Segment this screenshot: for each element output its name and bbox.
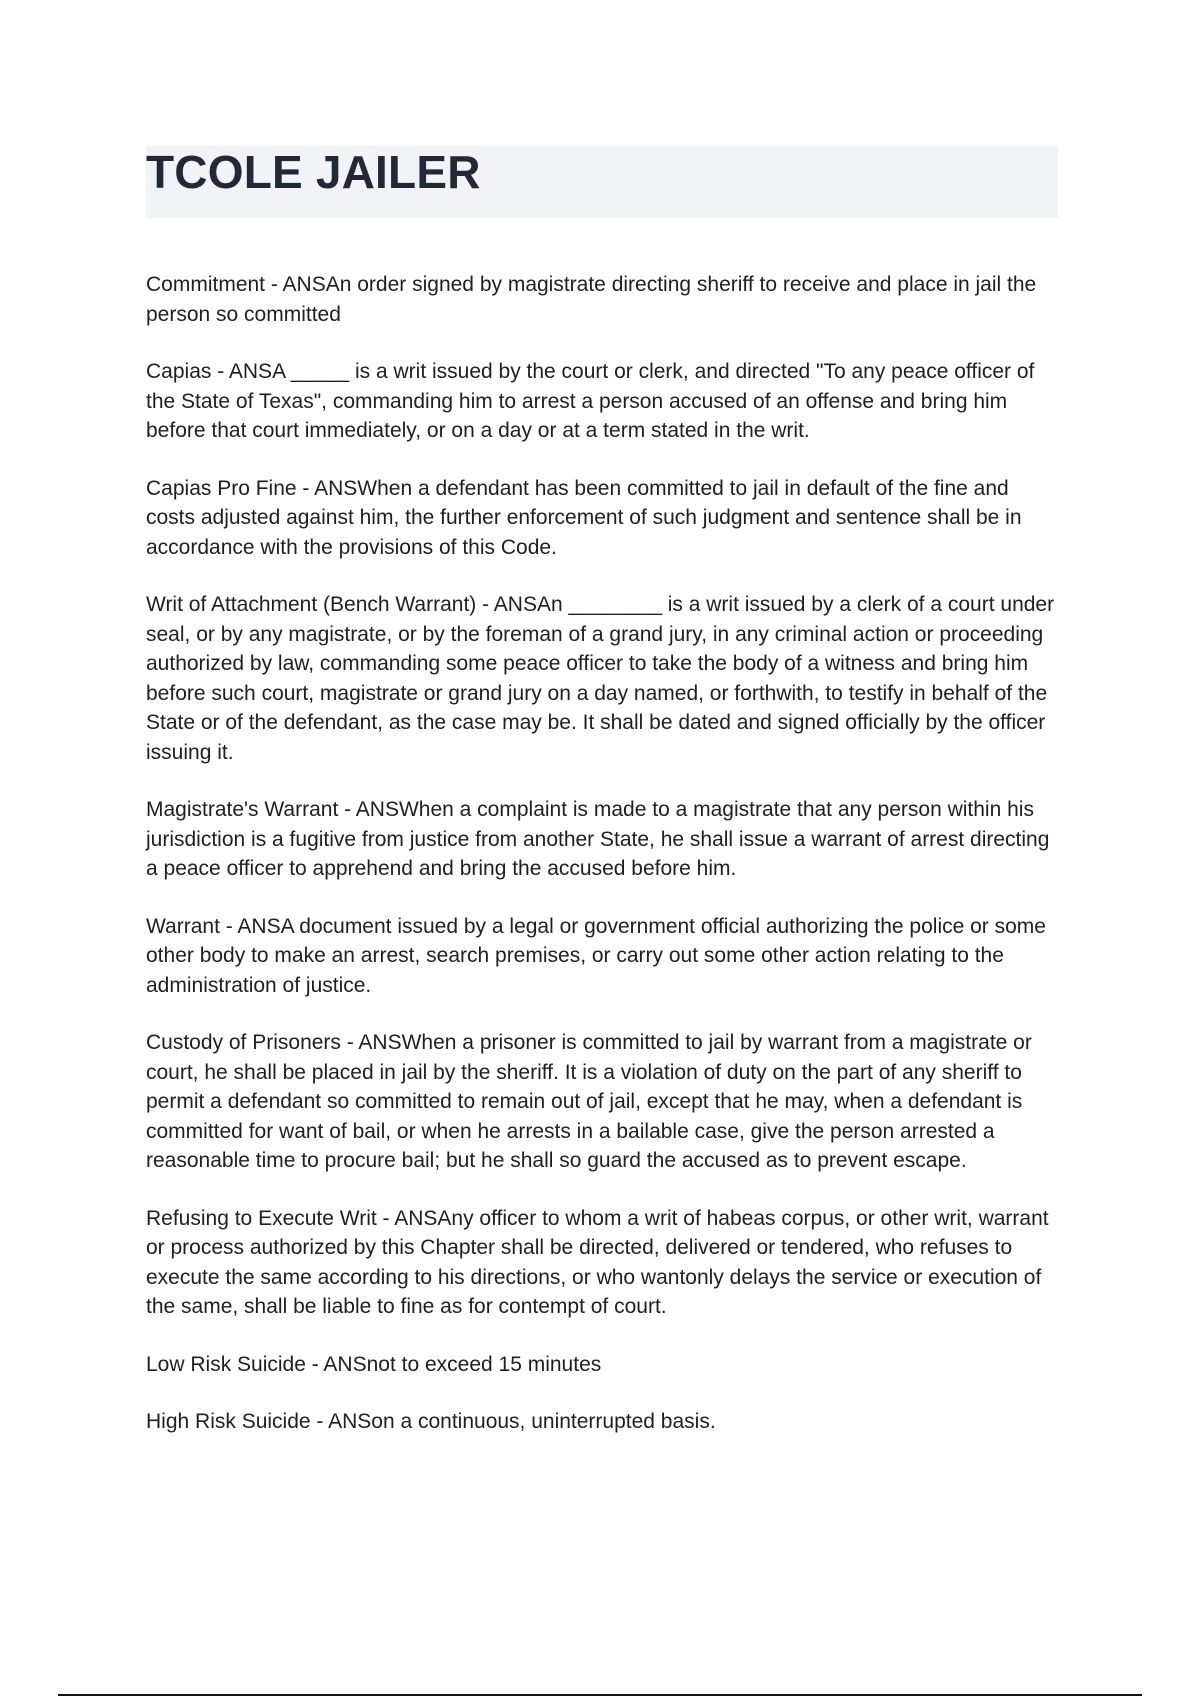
entry-term: Warrant (146, 914, 220, 938)
glossary-entry-writ-of-attachment (146, 590, 1058, 767)
entry-definition: When a prisoner is committed to jail by warrant from a magistrate or court, he shall be placed in jail by the sheriff. It is a violation of duty on the part of any sheriff to permit a defendant so committed to remain out of jail, except that he may, when a defendant is committed for want of bail, or when he arrests in a bailable case, give the person arrested a reasonable time to procure bail; but he shall so guard the accused as to prevent escape. (146, 1031, 1032, 1172)
entry-definition: A document issued by a legal or government official authorizing the police or some other body to make an arrest, search premises, or carry out some other action relating to the administration of justice. (146, 914, 1046, 997)
entry-answer-marker: - ANS (296, 476, 358, 500)
entry-term: Custody of Prisoners (146, 1031, 341, 1054)
glossary-entry-high-risk-suicide (146, 1407, 1058, 1437)
glossary-entry-commitment (146, 270, 1058, 329)
entry-answer-marker: - ANS (211, 360, 273, 383)
glossary-entry-refusing-to-execute-writ (146, 1204, 1058, 1322)
entry-answer-marker: - ANS (305, 1352, 367, 1376)
entry-answer-marker: - ANS (376, 1206, 438, 1230)
document-title: TCOLE JAILER (146, 146, 481, 198)
entry-term: Writ of Attachment (Bench Warrant) (146, 593, 477, 616)
glossary-entry-low-risk-suicide (146, 1350, 1058, 1380)
entry-definition: An order signed by magistrate directing sheriff to receive and place in jail the person so committed (146, 273, 1037, 326)
entry-term: Low Risk Suicide (146, 1352, 306, 1376)
entry-answer-marker: - ANS (476, 593, 537, 616)
entry-definition: When a complaint is made to a magistrate that any person within his jurisdiction is a fugitive from justice from another State, he shall issue a warrant of arrest directing a peace officer to apprehend and bring the accused before him. (146, 798, 1050, 880)
entry-answer-marker: - ANS (219, 914, 281, 938)
glossary-entry-warrant (146, 912, 1058, 1001)
glossary-entry-custody-of-prisoners (146, 1028, 1058, 1176)
glossary-list (146, 270, 1058, 1465)
entry-answer-marker: - ANS (265, 273, 326, 296)
entry-definition: Any officer to whom a writ of habeas corpus, or other writ, warrant or process authorized by this Chapter shall be directed, delivered or tendered, who refuses to execute the same according to his directions, or who wantonly delays the service or execution of the same, shall be liable to fine as for contempt of court. (146, 1206, 1049, 1318)
entry-term: Refusing to Execute Writ (146, 1206, 377, 1230)
entry-term: High Risk Suicide (146, 1410, 311, 1433)
entry-term: Commitment (146, 273, 266, 296)
entry-definition: not to exceed 15 minutes (366, 1352, 602, 1376)
entry-term: Capias Pro Fine (146, 476, 297, 500)
glossary-entry-capias (146, 357, 1058, 446)
entry-answer-marker: - ANS (310, 1410, 372, 1433)
entry-definition: on a continuous, uninterrupted basis. (371, 1410, 716, 1433)
glossary-entry-magistrates-warrant (146, 795, 1058, 884)
bottom-divider (58, 1694, 1142, 1696)
entry-term: Capias (146, 360, 212, 383)
entry-answer-marker: - ANS (340, 1031, 402, 1054)
entry-term: Magistrate's Warrant (146, 798, 339, 821)
entry-definition: When a defendant has been committed to jail in default of the fine and costs adjusted against him, the further enforcement of such judgment and sentence shall be in accordance with the provisions of this Code. (146, 476, 1022, 559)
entry-answer-marker: - ANS (338, 798, 399, 821)
entry-definition: An ________ is a writ issued by a clerk of a court under seal, or by any magistrate, or by the foreman of a grand jury, in any criminal action or proceeding authorized by law, commanding some peace officer to take the body of a witness and bring him before such court, magistrate or grand jury on a day named, or forthwith, to testify in behalf of the State or of the defendant, as the case may be. It shall be dated and signed officially by the officer issuing it. (146, 593, 1055, 764)
glossary-entry-capias-pro-fine (146, 474, 1058, 563)
title-band (146, 146, 1058, 218)
entry-definition: A _____ is a writ issued by the court or clerk, and directed "To any peace officer of the State of Texas", commanding him to arrest a person accused of an offense and bring him before that court immediately, or on a day or at a term stated in the writ. (146, 360, 1035, 442)
